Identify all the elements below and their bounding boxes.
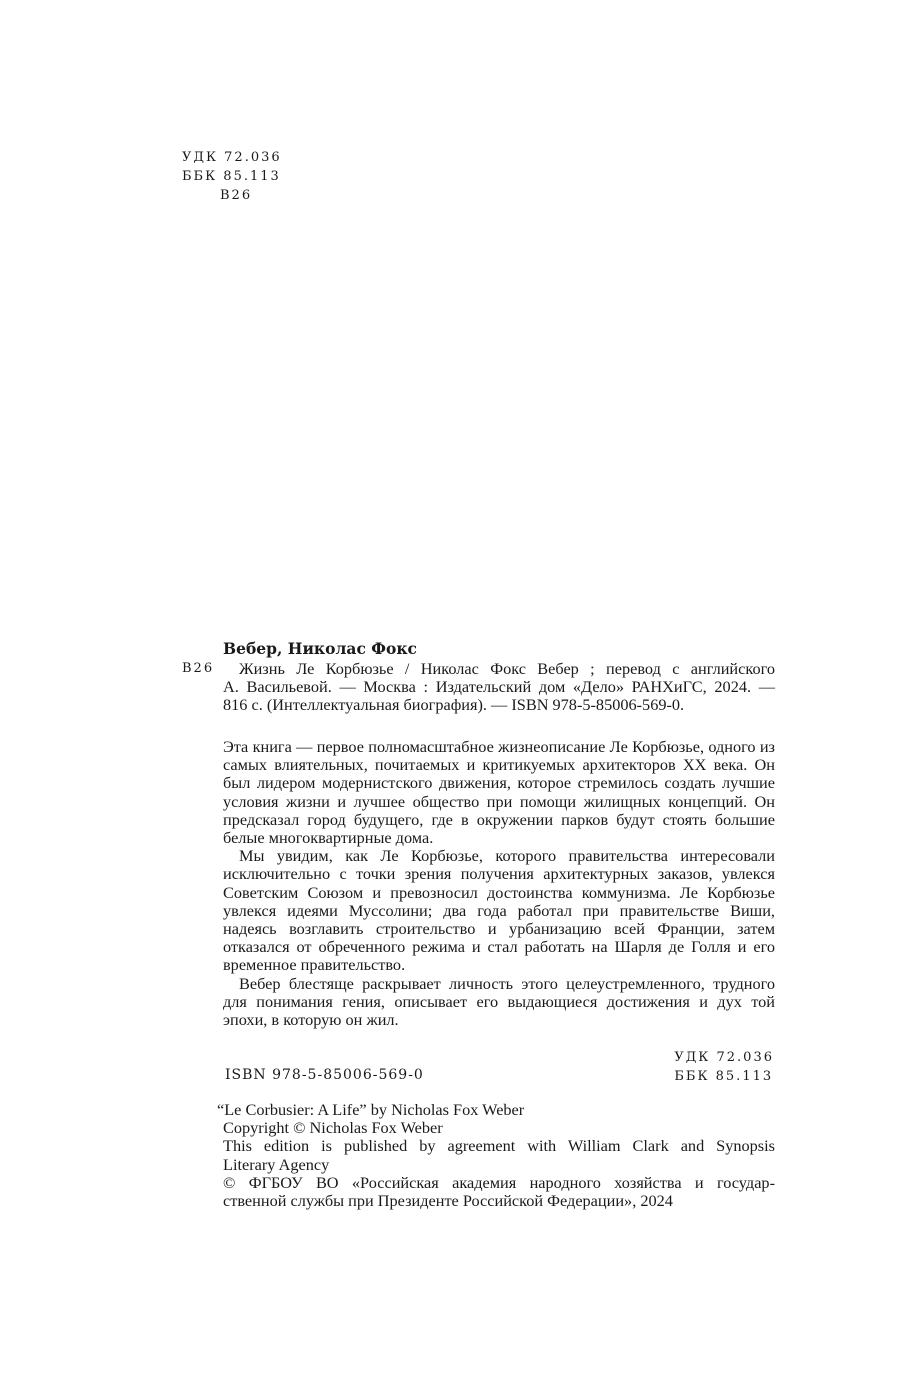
annotation — [223, 738, 775, 1029]
copyright-line-6: ственной службы при Президенте Российской Федерации», 2024 — [223, 1191, 673, 1211]
annotation-paragraph-1: Эта книга — первое полномасштабное жизнеописание Ле Корбюзье, одного из самых влиятельных, почитаемых и критикуемых архитекторов XX века. Он был лидером модернистского движения, которое стремилось создать лучшие условия жизни и лучшее общество при помощи жилищных концепций. Он предсказал город будущего, где в окружении парков будут стоять большие белые многоквартирные дома. — [223, 737, 775, 848]
author-heading: Вебер, Николас Фокс — [223, 639, 417, 658]
bib-line-2: А. Васильевой. — Москва : Издательский дом «Дело» РАНХиГС, 2024. — — [223, 677, 775, 697]
copyright-line-3: This edition is published by agreement with William Clark and Synopsis — [223, 1136, 775, 1156]
bottom-udk-code: УДК 72.036 — [674, 1050, 774, 1065]
record-author-mark: В26 — [182, 661, 215, 676]
copyright-line-4: Literary Agency — [223, 1154, 330, 1174]
bottom-classification-codes — [674, 1048, 774, 1086]
bibliographic-description — [223, 660, 775, 715]
bottom-bbk-code: ББК 85.113 — [674, 1069, 774, 1084]
top-classification-codes — [182, 148, 282, 205]
bib-line-1: Жизнь Ле Корбюзье / Николас Фокс Вебер ; перевод с английского — [239, 659, 775, 678]
annotation-paragraph-2: Мы увидим, как Ле Корбюзье, которого правительства интересовали исключительно с точки зрения получения архитектурных заказов, увлекся Советским Союзом и превозносил достоинства коммунизма. Ле Корбюзье увлекся идеями Муссолини; два года работал при правительстве Виши, надеясь возглавить строительство и урбанизацию всей Франции, затем отказался от обреченного режима и стал работать на Шарля де Голля и его временное правительство. — [223, 846, 775, 975]
author-mark: В26 — [220, 188, 253, 203]
copyright-line-1: “Le Corbusier: A Life” by Nicholas Fox Weber — [217, 1100, 525, 1119]
bbk-code: ББК 85.113 — [182, 169, 281, 184]
copyright-line-5: © ФГБОУ ВО «Российская академия народного хозяйства и государ- — [223, 1172, 775, 1192]
udk-code: УДК 72.036 — [182, 150, 282, 165]
isbn: ISBN 978-5-85006-569-0 — [225, 1067, 424, 1083]
copyright-block — [217, 1101, 775, 1210]
annotation-paragraph-3: Вебер блестяще раскрывает личность этого целеустремленного, трудного для понимания гения, описывает его выдающиеся достижения и дух той эпохи, в которую он жил. — [223, 973, 775, 1030]
copyright-line-2: Copyright © Nicholas Fox Weber — [223, 1118, 443, 1138]
bib-line-3: 816 с. (Интеллектуальная биография). — ISBN 978-5-85006-569-0. — [223, 695, 685, 715]
